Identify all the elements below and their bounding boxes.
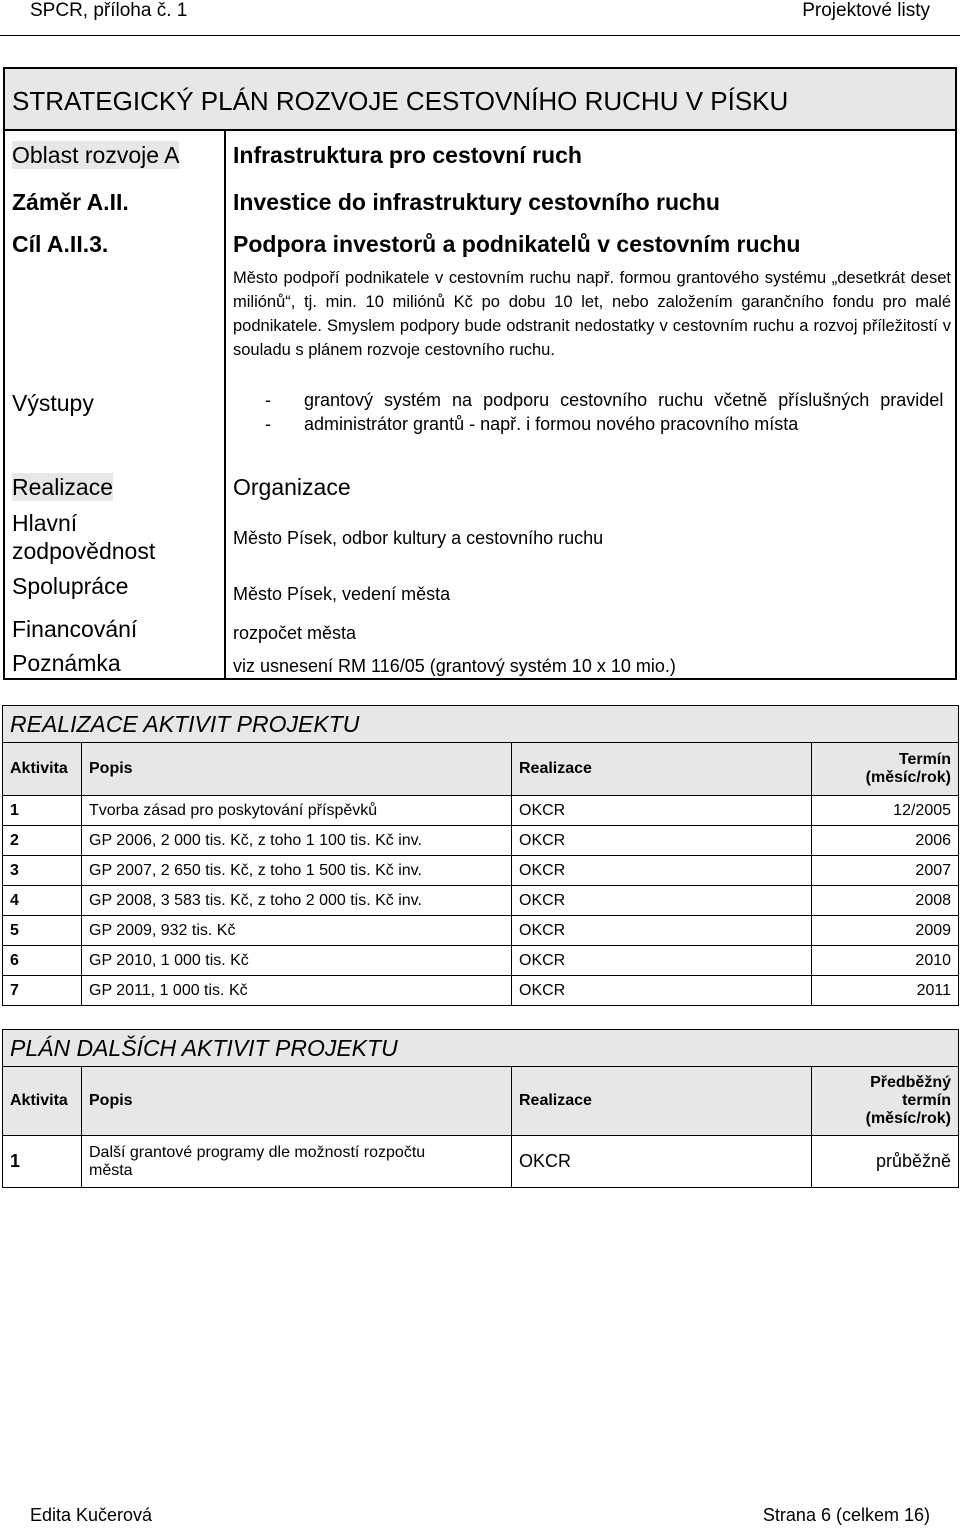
header-left: SPCR, příloha č. 1 <box>30 0 188 21</box>
responsibility-label-line1: Hlavní <box>12 510 78 536</box>
output-text: grantový systém na podporu cestovního ruchu včetně příslušných pravidel <box>304 390 944 410</box>
footer-author: Edita Kučerová <box>30 1505 153 1525</box>
col-header-description: Popis <box>82 743 512 796</box>
area-value: Infrastruktura pro cestovní ruch <box>233 142 582 168</box>
row-number: 1 <box>3 1136 82 1188</box>
col-header-activity: Aktivita <box>3 1067 82 1136</box>
goal-value: Podpora investorů a podnikatelů v cestovním ruchu <box>233 231 801 257</box>
financing-label: Financování <box>12 616 138 642</box>
output-dash: - <box>265 414 271 434</box>
row-number: 7 <box>3 976 82 1006</box>
row-realization: OKCR <box>512 856 812 886</box>
cooperation-label: Spolupráce <box>12 573 129 599</box>
outputs-list <box>233 388 951 436</box>
term-header-line2: (měsíc/rok) <box>865 769 952 786</box>
row-realization: OKCR <box>512 976 812 1006</box>
row-term: 12/2005 <box>812 796 959 826</box>
col-header-term <box>812 743 959 796</box>
col-header-term <box>812 1067 959 1136</box>
table-row <box>3 796 959 826</box>
row-realization: OKCR <box>512 826 812 856</box>
row-description: Tvorba zásad pro poskytování příspěvků <box>82 796 512 826</box>
row-term: 2009 <box>812 916 959 946</box>
footer-page-number: Strana 6 (celkem 16) <box>762 1505 930 1525</box>
table-row <box>3 916 959 946</box>
term-header-line1: Předběžný <box>870 1074 951 1091</box>
row-number: 6 <box>3 946 82 976</box>
financing-value: rozpočet města <box>233 623 357 643</box>
area-label: Oblast rozvoje A <box>12 142 180 168</box>
row-realization: OKCR <box>512 946 812 976</box>
col-header-realization: Realizace <box>512 743 812 796</box>
row-description: GP 2009, 932 tis. Kč <box>82 916 512 946</box>
row-term: 2011 <box>812 976 959 1006</box>
table-row <box>3 946 959 976</box>
row-description: GP 2007, 2 650 tis. Kč, z toho 1 500 tis. Kč inv. <box>82 856 512 886</box>
row-realization: OKCR <box>512 886 812 916</box>
intent-value: Investice do infrastruktury cestovního ruchu <box>233 189 720 215</box>
strategic-plan-box <box>3 67 957 680</box>
row-realization: OKCR <box>512 916 812 946</box>
row-term: 2006 <box>812 826 959 856</box>
term-header-line1: Termín <box>898 751 952 768</box>
row-number: 2 <box>3 826 82 856</box>
realization-label: Realizace <box>12 474 113 500</box>
intent-label: Záměr A.II. <box>12 189 129 215</box>
row-number: 4 <box>3 886 82 916</box>
output-item <box>233 388 951 412</box>
strategic-plan-title: STRATEGICKÝ PLÁN ROZVOJE CESTOVNÍHO RUCHU V PÍSKU <box>5 69 955 131</box>
row-description: GP 2008, 3 583 tis. Kč, z toho 2 000 tis. Kč inv. <box>82 886 512 916</box>
outputs-label: Výstupy <box>12 390 94 416</box>
header-right: Projektové listy <box>802 0 930 21</box>
note-value: viz usnesení RM 116/05 (grantový systém 10 x 10 mio.) <box>233 656 676 676</box>
table-row <box>3 1136 959 1188</box>
row-term: průběžně <box>812 1136 959 1188</box>
activities-table <box>2 705 959 1006</box>
output-text: administrátor grantů - např. i formou nového pracovního místa <box>304 414 799 434</box>
row-term: 2008 <box>812 886 959 916</box>
term-header-line2: termín <box>902 1092 951 1109</box>
goal-label: Cíl A.II.3. <box>12 231 109 257</box>
activities-title: REALIZACE AKTIVIT PROJEKTU <box>3 706 959 743</box>
term-header-line3: (měsíc/rok) <box>865 1110 951 1127</box>
plan-title: PLÁN DALŠÍCH AKTIVIT PROJEKTU <box>3 1030 959 1067</box>
table-row <box>3 856 959 886</box>
col-header-description: Popis <box>82 1067 512 1136</box>
row-number: 3 <box>3 856 82 886</box>
row-number: 5 <box>3 916 82 946</box>
column-divider <box>224 131 226 680</box>
table-row <box>3 886 959 916</box>
row-description: GP 2006, 2 000 tis. Kč, z toho 1 100 tis. Kč inv. <box>82 826 512 856</box>
row-realization: OKCR <box>512 796 812 826</box>
col-header-activity: Aktivita <box>3 743 82 796</box>
table-row <box>3 826 959 856</box>
responsibility-value: Město Písek, odbor kultury a cestovního ruchu <box>233 528 604 548</box>
row-description: Další grantové programy dle možností rozpočtu města <box>82 1136 512 1188</box>
row-description: GP 2010, 1 000 tis. Kč <box>82 946 512 976</box>
row-term: 2007 <box>812 856 959 886</box>
col-header-realization: Realizace <box>512 1067 812 1136</box>
output-item <box>233 412 951 436</box>
table-row <box>3 976 959 1006</box>
output-dash: - <box>265 390 271 410</box>
cooperation-value: Město Písek, vedení města <box>233 584 451 604</box>
row-description: GP 2011, 1 000 tis. Kč <box>82 976 512 1006</box>
note-label: Poznámka <box>12 650 121 676</box>
plan-table <box>2 1029 959 1188</box>
realization-value: Organizace <box>233 474 351 500</box>
row-term: 2010 <box>812 946 959 976</box>
goal-description: Město podpoří podnikatele v cestovním ruchu např. formou grantového systému „desetkrát deset miliónů“, tj. min. 10 miliónů Kč po dobu 10 let, nebo založením garančního fondu pro malé podnikatele. Smyslem podpory bude odstranit nedostatky v cestovním ruchu a rozvoj příležitostí v souladu s plánem rozvoje cestovního ruchu. <box>233 269 951 359</box>
row-realization: OKCR <box>512 1136 812 1188</box>
page-header <box>0 0 960 36</box>
row-number: 1 <box>3 796 82 826</box>
responsibility-label-line2: zodpovědnost <box>12 538 156 564</box>
